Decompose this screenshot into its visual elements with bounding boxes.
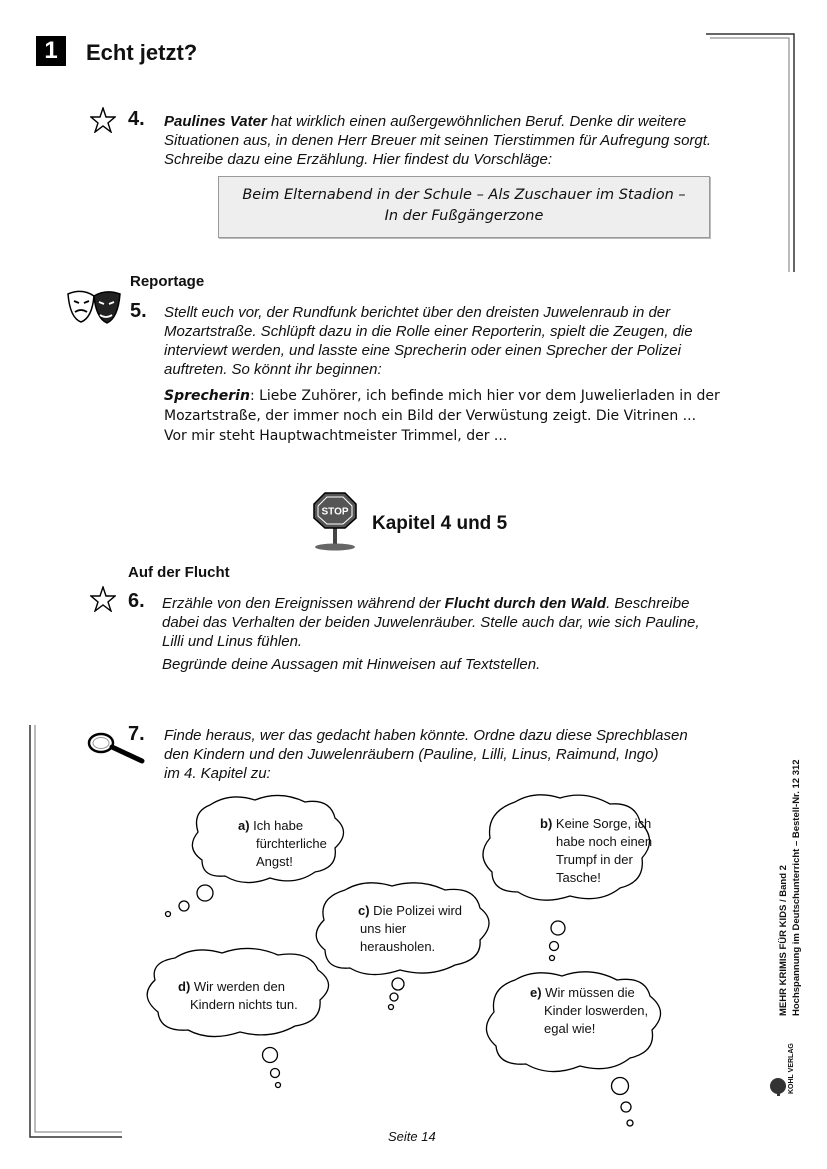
stop-sign-icon [310,490,360,552]
publisher-logo [768,1040,798,1098]
task-number: 4. [128,108,145,130]
example-text: Sprecherin: Liebe Zuhörer, ich befinde mich hier vor dem Juwelierladen in der Mozartstraße, der immer noch ein Bild der Verwüstung zeigt. Die Vitrinen ... Vor mir steht Hauptwachtmeister Trimmel, der ... [164,388,720,444]
chapter-title: Kapitel 4 und 5 [372,513,508,534]
thought-bubble-a: a) Ich habe fürchterliche Angst! [238,818,327,869]
theater-masks-icon [64,288,124,328]
section-heading: Auf der Flucht [128,564,230,581]
suggestion-box [218,176,710,238]
frame-bottom-left [26,725,136,1145]
publisher-name: KOHL VERLAG [788,1043,795,1094]
task-text: Stellt euch vor, der Rundfunk berichtet über den dreisten Juwelenraub in der Mozartstraße. Schlüpft dazu in die Rolle einer Reporterin, spielt die Zeugen, die interviewt werden, und lasste eine Sprecherin oder einen Sprecher der Polizei auftreten. So könnt ihr beginnen: [164,304,693,378]
chapter-badge: 1 [36,36,66,66]
page-title: Echt jetzt? [86,40,198,65]
thought-bubble-c: c) Die Polizei wird uns hier herausholen. [358,903,463,954]
task-number: 5. [130,300,147,322]
sidebar-order-label: Hochspannung im Deutschunterricht – Bestell-Nr. 12 312 [791,759,802,1016]
task-number: 6. [128,590,145,612]
task-text: Paulines Vater hat wirklich einen außergewöhnlichen Beruf. Denke dir weitere Situationen aus, in denen Herr Breuer mit seinen Tierstimmen für Aufregung sorgt. Schreibe dazu eine Erzählung. Hier findest du Vorschläge: [164,113,712,168]
star-icon [90,586,116,612]
thought-bubble-d: d) Wir werden den Kindern nichts tun. [178,979,298,1012]
thought-bubble-b: b) Keine Sorge, ich habe noch einen Trumpf in der Tasche! [540,816,653,885]
stop-sign-text: STOP [321,506,349,518]
page-number: Seite 14 [388,1129,436,1144]
sidebar-series-label: MEHR KRIMIS FÜR KIDS / Band 2 [778,865,789,1016]
suggestion-line: In der Fußgängerzone [384,208,544,224]
section-heading: Reportage [130,273,205,290]
task-number: 7. [128,723,145,745]
suggestion-line: Beim Elternabend in der Schule – Als Zuschauer im Stadion – [242,187,686,203]
star-icon [90,107,116,133]
thought-bubble-e: e) Wir müssen die Kinder loswerden, egal wie! [530,985,649,1036]
task-text: Finde heraus, wer das gedacht haben könnte. Ordne dazu diese Sprechblasen den Kindern und den Juwelenräubern (Pauline, Lilli, Linus, Raimund, Ingo) im 4. Kapitel zu: [164,727,688,782]
task-text: Erzähle von den Ereignissen während der Flucht durch den Wald. Beschreibe dabei das Verhalten der beiden Juwelenräuber. Stelle auch dar, wie sich Pauline, Lilli und Linus fühlen. Begründe deine Aussagen mit Hinweisen auf Textstellen. [162,595,700,673]
